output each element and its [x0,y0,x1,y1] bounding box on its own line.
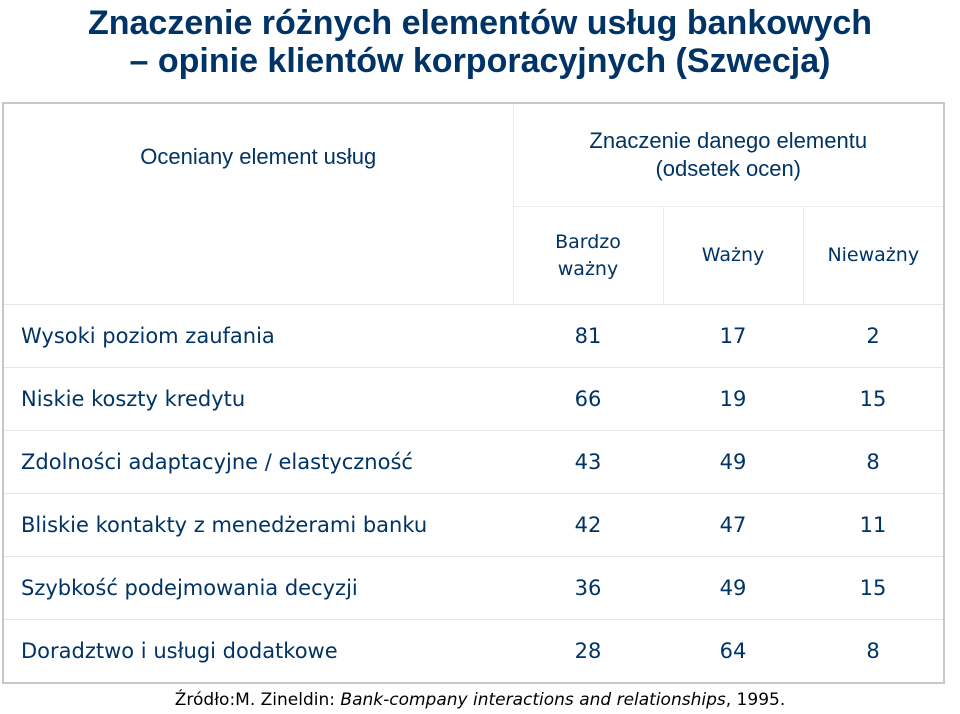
value-very-important: 81 [513,305,663,368]
ratings-table [2,102,945,684]
source-prefix: Źródło:M. Zineldin: [174,690,341,710]
title-line-1: Znaczenie różnych elementów usług bankowych [87,4,873,42]
value-unimportant: 8 [803,431,944,494]
row-label: Wysoki poziom zaufania [3,305,513,368]
group-header-line-1: Znaczenie danego elementu [589,128,868,154]
column-header-line-1: Bardzo [555,230,621,253]
title-line-2: – opinie klientów korporacyjnych (Szwecja) [129,42,831,80]
row-label: Bliskie kontakty z menedżerami banku [3,494,513,557]
group-header-line-2: (odsetek ocen) [655,156,802,182]
table-row [3,431,944,494]
source-work-title: Bank-company interactions and relationships [340,690,726,710]
value-unimportant: 15 [803,557,944,620]
row-label: Szybkość podejmowania decyzji [3,557,513,620]
table-row [3,494,944,557]
row-label: Zdolności adaptacyjne / elastyczność [3,431,513,494]
importance-group-header [513,103,944,207]
value-important: 47 [663,494,803,557]
column-header-important: Ważny [663,207,803,305]
value-very-important: 66 [513,368,663,431]
source-citation [0,690,960,710]
value-unimportant: 15 [803,368,944,431]
column-header-very-important [513,207,663,305]
value-important: 19 [663,368,803,431]
value-unimportant: 8 [803,620,944,684]
table-row [3,620,944,684]
table-row [3,368,944,431]
value-very-important: 36 [513,557,663,620]
column-header-unimportant: Nieważny [803,207,944,305]
column-header-line-2: ważny [557,257,619,280]
value-very-important: 43 [513,431,663,494]
table-row [3,557,944,620]
value-important: 17 [663,305,803,368]
row-label: Doradztwo i usługi dodatkowe [3,620,513,684]
value-important: 49 [663,557,803,620]
value-important: 49 [663,431,803,494]
value-unimportant: 2 [803,305,944,368]
row-label: Niskie koszty kredytu [3,368,513,431]
source-suffix: , 1995. [725,690,786,710]
value-very-important: 28 [513,620,663,684]
value-unimportant: 11 [803,494,944,557]
table-row [3,305,944,368]
value-very-important: 42 [513,494,663,557]
element-column-header: Oceniany element usług [3,103,513,305]
value-important: 64 [663,620,803,684]
